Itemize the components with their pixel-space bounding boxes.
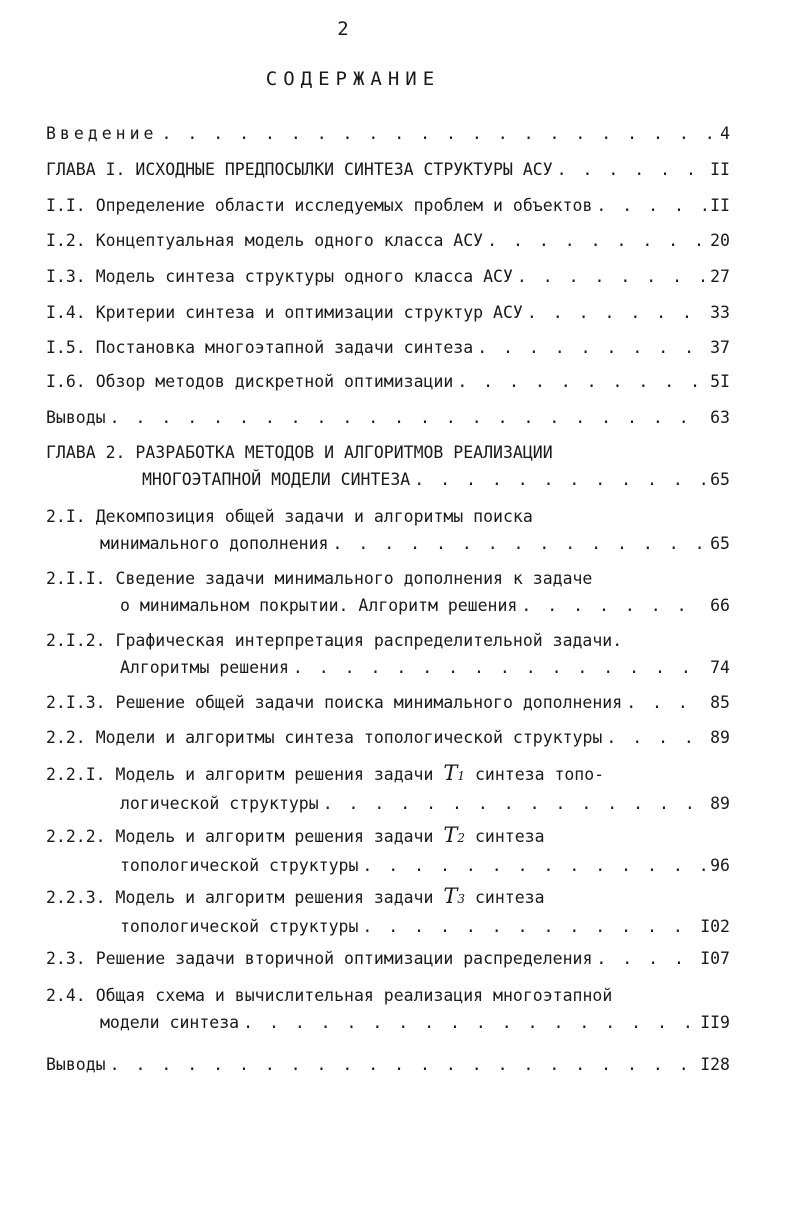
- toc-entry-title-cont: модели синтеза: [100, 1013, 240, 1032]
- toc-entry-title-cont: Алгоритмы решения: [120, 658, 289, 677]
- toc-entry-title: Модель синтеза структуры одного класса АСУ: [95, 267, 513, 286]
- toc-entry-page: 33: [710, 303, 730, 322]
- toc-entry-number: 2.4.: [46, 986, 86, 1005]
- toc-entry: [46, 156, 730, 183]
- toc-entry-page: 96: [710, 856, 730, 875]
- task-symbol: T1: [443, 761, 466, 785]
- toc-entry-number: I.5.: [46, 338, 86, 357]
- toc-entry: [46, 760, 730, 817]
- toc-entry-title-cont: о минимальном покрытии. Алгоритм решения: [120, 596, 518, 615]
- toc-entry: [46, 299, 730, 326]
- toc-entry-number: 2.2.: [46, 728, 86, 747]
- page-title: СОДЕРЖАНИЕ: [265, 68, 441, 90]
- toc-entry-number: I.I.: [46, 196, 86, 215]
- toc-entry-title: Решение задачи вторичной оптимизации распределения: [95, 949, 593, 968]
- toc-entry-title: Выводы: [46, 408, 106, 427]
- toc-entry-title-after: синтеза: [474, 827, 545, 846]
- toc-entry-number: 2.I.: [46, 507, 86, 526]
- toc-entry-number: 2.I.3.: [46, 693, 106, 712]
- toc-entry: [46, 822, 730, 879]
- toc-entry: [46, 404, 730, 431]
- toc-entry-title: Концептуальная модель одного класса АСУ: [95, 231, 484, 250]
- toc-entry-page: 89: [710, 794, 730, 813]
- toc-entry-page: II9: [700, 1013, 730, 1032]
- toc-entry-page: I28: [700, 1055, 730, 1074]
- toc-entry-title: ИСХОДНЫЕ ПРЕДПОСЫЛКИ СИНТЕЗА СТРУКТУРЫ АСУ: [135, 160, 553, 179]
- toc-entry-number: ГЛАВА I.: [46, 160, 126, 179]
- toc-entry-title-after: синтеза топо-: [474, 765, 605, 784]
- toc-entry-title: Обзор методов дискретной оптимизации: [95, 372, 454, 391]
- toc-entry-title: Постановка многоэтапной задачи синтеза: [95, 338, 474, 357]
- toc-entry-title: Модель и алгоритм решения задачи: [115, 765, 434, 784]
- toc-entry: [46, 227, 730, 254]
- toc-entry-page: I02: [700, 917, 730, 936]
- toc-entry-page: 27: [710, 267, 730, 286]
- toc-entry-number: 2.2.2.: [46, 827, 106, 846]
- toc-entry-page: II: [710, 196, 730, 215]
- toc-entry: [46, 627, 730, 681]
- toc-entry-page: 37: [710, 338, 730, 357]
- toc-entry: [46, 120, 730, 147]
- toc-entry-number: 2.2.3.: [46, 888, 106, 907]
- toc-entry-title-after: синтеза: [474, 888, 545, 907]
- toc-entry-title: Выводы: [46, 1055, 106, 1074]
- toc-entry: [46, 565, 730, 619]
- toc-entry-number: I.2.: [46, 231, 86, 250]
- toc-entry: [46, 724, 730, 751]
- toc-entry-number: 2.3.: [46, 949, 86, 968]
- toc-entry: [46, 368, 730, 395]
- toc-entry-title: Введение: [46, 124, 158, 143]
- toc-entry-title: Общая схема и вычислительная реализация многоэтапной: [95, 986, 613, 1005]
- toc-entry-page: 20: [710, 231, 730, 250]
- toc-entry: [46, 192, 730, 219]
- toc-entry: [46, 334, 730, 361]
- toc-entry-page: 85: [710, 693, 730, 712]
- toc-entry-page: I07: [700, 949, 730, 968]
- toc-entry-title-cont: минимального дополнения: [100, 534, 329, 553]
- toc-entry: [46, 982, 730, 1036]
- toc-entry: [46, 439, 730, 493]
- toc-entry-page: 65: [710, 534, 730, 553]
- toc-entry: [46, 263, 730, 290]
- toc-entry-page: 63: [710, 408, 730, 427]
- toc-entry-page: 65: [710, 470, 730, 489]
- toc-entry-page: II: [710, 160, 730, 179]
- toc-entry-title: Определение области исследуемых проблем и объектов: [95, 196, 593, 215]
- toc-entry-title-cont: МНОГОЭТАПНОЙ МОДЕЛИ СИНТЕЗА: [142, 470, 411, 489]
- toc-entry-title: Критерии синтеза и оптимизации структур АСУ: [95, 303, 523, 322]
- toc-entry-title: Модель и алгоритм решения задачи: [115, 827, 434, 846]
- toc-entry-number: I.6.: [46, 372, 86, 391]
- toc-entry: [46, 1051, 730, 1078]
- toc-entry-title: Модель и алгоритм решения задачи: [115, 888, 434, 907]
- toc-entry-title: Сведение задачи минимального дополнения к задаче: [115, 569, 593, 588]
- toc-entry-title: РАЗРАБОТКА МЕТОДОВ И АЛГОРИТМОВ РЕАЛИЗАЦИИ: [135, 443, 553, 462]
- toc-entry: [46, 945, 730, 972]
- toc-entry-title-cont: логической структуры: [120, 794, 319, 813]
- task-symbol: T3: [443, 884, 466, 908]
- toc-entry-number: ГЛАВА 2.: [46, 443, 126, 462]
- toc-entry-title-cont: топологической структуры: [120, 917, 359, 936]
- toc-entry-page: 4: [720, 124, 730, 143]
- toc-entry-number: 2.I.I.: [46, 569, 106, 588]
- toc-entry-title: Декомпозиция общей задачи и алгоритмы поиска: [95, 507, 533, 526]
- toc-entry: [46, 689, 730, 716]
- toc-entry-page: 5I: [710, 372, 730, 391]
- page-number: 2: [337, 18, 349, 40]
- toc-entry-page: 66: [710, 596, 730, 615]
- toc-entry-title: Модели и алгоритмы синтеза топологической структуры: [95, 728, 603, 747]
- toc-entry-number: I.4.: [46, 303, 86, 322]
- toc-entry-page: 74: [710, 658, 730, 677]
- toc-entry-number: 2.I.2.: [46, 631, 106, 650]
- toc-entry-number: I.3.: [46, 267, 86, 286]
- toc-entry-number: 2.2.I.: [46, 765, 106, 784]
- toc-entry: [46, 883, 730, 940]
- task-symbol: T2: [443, 823, 466, 847]
- toc-entry-title: Графическая интерпретация распределительной задачи.: [115, 631, 623, 650]
- toc-entry-title-cont: топологической структуры: [120, 856, 359, 875]
- toc-entry: [46, 503, 730, 557]
- toc-entry-title: Решение общей задачи поиска минимального дополнения: [115, 693, 623, 712]
- toc-entry-page: 89: [710, 728, 730, 747]
